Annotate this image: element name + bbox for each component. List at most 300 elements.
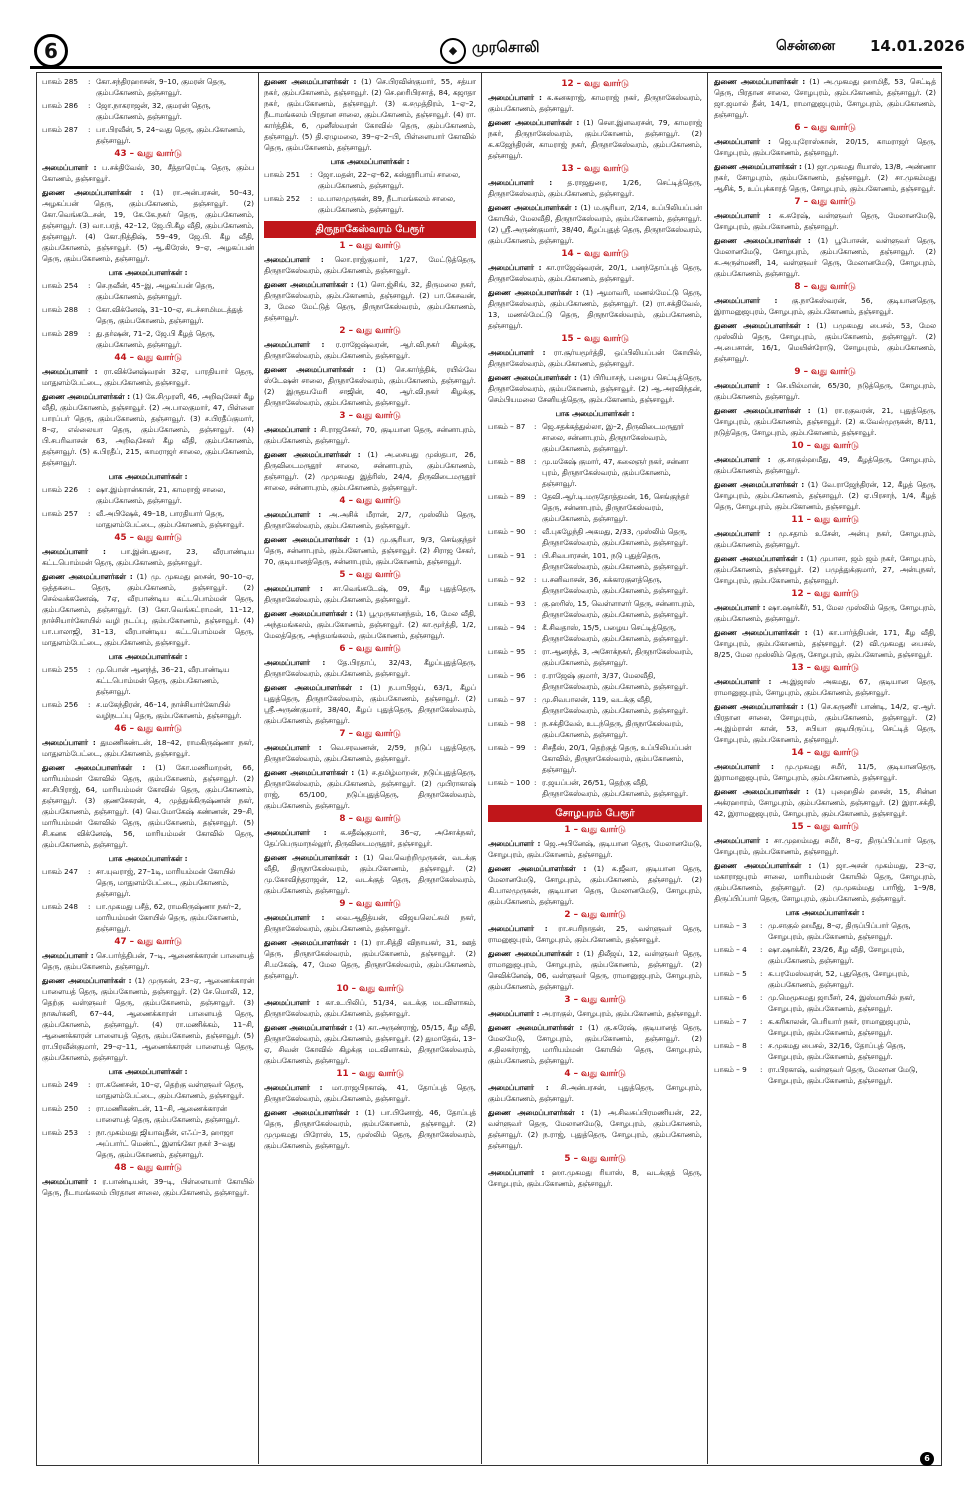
booth-row <box>488 421 702 454</box>
listing-text: அ.ராகுல், சோழபுரம், கும்பகோணம், தஞ்சாவூர். <box>539 1009 702 1018</box>
booth-number: பாகம் 247 <box>42 867 79 876</box>
listing-paragraph <box>488 863 702 907</box>
booth-address: பி.சிவபாரசன், 101, நடு புதுத்தெரு, திருநாகேஸ்வரம், கும்பகோணம், தஞ்சாவூர். <box>542 551 689 571</box>
booth-address: ஜெ.சதக்கத்துல்லா, இ–2, திருவிடைமருதூர் சாலை, சன்னாபுரம், திருநாகேஸ்வரம், கும்பகோணம், தஞ்சாவூர். <box>542 422 684 453</box>
role-label: அமைப்பாளர் : <box>488 178 553 187</box>
ward-heading: 1 – வது வார்டு <box>564 825 626 835</box>
listing-paragraph <box>264 997 476 1019</box>
listing-text: அ.அசிக் மீரான், 2/7, முஸ்லிம் தெரு, திருநாகேஸ்வரம், கும்பகோணம், தஞ்சாவூர். <box>264 510 476 530</box>
booth-address: ர.ராஜேஷ் குமார், 3/37, மேலவீதி, திருநாகேஸ்வரம், கும்பகோணம், தஞ்சாவூர். <box>542 671 689 691</box>
role-label: துணை அமைப்பாளர்கள் : <box>264 365 366 374</box>
booth-number: பாகம் 248 <box>42 902 79 911</box>
listing-paragraph <box>488 1167 702 1189</box>
booth-number: பாகம் – 95 <box>488 647 526 656</box>
role-label: அமைப்பாளர் : <box>488 1009 540 1018</box>
listing-paragraph <box>264 657 476 679</box>
listing-text: (1) திலீஜய், 12, வள்ளுவர் தெரு, ராமானுஜபுரம், சோழபுரம், கும்பகோணம், தஞ்சாவூர். (2) செவிக்னேஷ், 06, வள்ளுவர் தெரு, ராமானுஜபுரம், சோழபுரம், கும்பகோணம், தஞ்சாவூர். <box>488 949 702 991</box>
role-label: துணை அமைப்பாளர்கள் : <box>714 162 802 171</box>
listing-paragraph <box>264 76 476 153</box>
listing-text: (1) செ.கருணீர் பாண்டி, 14/2, ஏ.ஆர். பிரதான சாலை, சோழபுரம், கும்பகோணம், தஞ்சாவூர். (2) அ.இம்ரான் கான், 53, சபியா குடியிருப்பு, செட்டித் தெரு, சோழபுரம், கும்பகோணம், தஞ்சாவூர். <box>714 702 936 744</box>
separator-colon: : <box>88 509 91 518</box>
booth-address: தேவி.ஆர்.டி.மருதோத்தமன், 16, செங்குந்தர் தெரு, சன்னாபுரம், திருநாகேஸ்வரம், கும்பகோணம், தஞ்சாவூர். <box>542 492 690 523</box>
booth-row <box>488 491 702 524</box>
listing-text: கா.உ.பிலிப், 51/34, வடக்கு மடவிளாகம், திருநாகேஸ்வரம், கும்பகோணம், தஞ்சாவூர். <box>264 998 476 1018</box>
ward-heading: 8 – வது வார்டு <box>339 814 401 824</box>
booth-number: பாகம் – 87 <box>488 422 526 431</box>
booth-address: ப.சனிவாசன், 36, கக்காரகுளத்தெரு, திருநாகேஸ்வரம், கும்பகோணம், தஞ்சாவூர். <box>542 575 689 595</box>
role-label: அமைப்பாளர் : <box>264 584 323 593</box>
role-label: துணை அமைப்பாளர்கள் : <box>714 554 804 563</box>
separator-colon: : <box>534 778 537 787</box>
section-subheading: பாக அமைப்பாளர்கள் : <box>555 409 635 418</box>
separator-colon: : <box>534 743 537 752</box>
role-label: அமைப்பாளர் : <box>488 1083 549 1092</box>
booth-number: பாகம் 256 <box>42 700 79 709</box>
separator-colon: : <box>760 921 763 930</box>
ward-heading: 15 – வது வார்டு <box>791 822 859 832</box>
booth-number: பாகம் 226 <box>42 485 79 494</box>
listing-text: ஹா.முகமது ரியாஸ், 8, வடக்குத் தெரு, சோழபுரம், கும்பகோணம், தஞ்சாவூர். <box>488 1168 702 1188</box>
listing-text: கா.ராஜேஷ்வரன், 20/1, பனந்தோப்புத் தெரு, திருநாகேஸ்வரம், கும்பகோணம், தஞ்சாவூர். <box>488 263 702 283</box>
ward-heading: 8 – வது வார்டு <box>794 282 856 292</box>
booth-row <box>714 944 936 966</box>
listing-paragraph <box>264 1107 476 1151</box>
separator-colon: : <box>88 281 91 290</box>
listing-text: க.சதீஷ்குமார், 36–ஏ, அசோக்நகர், தேப்பெருமாநல்லூர், திருவிடைமருதூர், தஞ்சாவூர். <box>264 828 476 848</box>
listing-text: கு.நாகேஸ்வரன், 56, குடியானதெரு, இராமனுஜபுரம், சோழபுரம், கும்பகோணம், தஞ்சாவூர். <box>714 296 936 316</box>
booth-address: க.கரிகாலன், பெரியார் நகர், ராமானுஜபுரம், சோழபுரம், கும்பகோணம், தஞ்சாவூர். <box>768 1017 911 1037</box>
booth-row <box>42 1127 254 1160</box>
listing-paragraph <box>714 136 936 158</box>
role-label: துணை அமைப்பாளர்கள் : <box>264 609 353 618</box>
listing-paragraph <box>488 948 702 992</box>
ward-heading: 14 – வது வார்டு <box>791 748 859 758</box>
listing-text: சா.வெங்கடேஷ், 09, கீழ புதுத்தெரு, திருநாகேஸ்வரம், கும்பகோணம், தஞ்சாவூர். <box>264 584 476 604</box>
listing-paragraph <box>264 583 476 605</box>
ward-heading: 4 – வது வார்டு <box>339 496 401 506</box>
role-label: அமைப்பாளர் : <box>488 839 541 848</box>
booth-number: பாகம் 255 <box>42 665 79 674</box>
booth-row <box>488 777 702 799</box>
role-label: துணை அமைப்பாளர்கள் : <box>264 853 358 862</box>
listing-paragraph <box>714 76 936 120</box>
role-label: அமைப்பாளர் : <box>264 510 322 519</box>
role-label: துணை அமைப்பாளர்கள் : <box>42 188 144 197</box>
listing-paragraph <box>714 479 936 512</box>
listing-text: (1) முபாசா, ஜம் ஜம் நகர், சோழபுரம், கும்பகோணம், தஞ்சாவூர். (2) பமுத்துக்குமார், 27, அன்புநகர், சோழபுரம், கும்பகோணம், தஞ்சாவூர். <box>714 554 936 585</box>
listing-paragraph <box>264 1082 476 1104</box>
listing-text: த.ராஜதுரை, 1/26, செட்டித்தெரு, திருநாகேஸ்வரம், கும்பகோணம், தஞ்சாவூர். <box>488 178 702 198</box>
role-label: துணை அமைப்பாளர்கள் : <box>488 288 579 297</box>
booth-row <box>42 866 254 899</box>
listing-text: (1) ஆமாவரி, மணல்மேட்டு தெரு, திருநாகேஸ்வரம், கும்பகோணம், தஞ்சாவூர். (2) ரா.சக்திவேல், 13, மணல்மேட்டு தெரு, திருநாகேஸ்வரம், கும்பகோணம், தஞ்சாவூர். <box>488 288 702 330</box>
listing-paragraph <box>42 737 254 759</box>
listing-text: (1) செ.கார்த்திக், ரயில்வே ஸ்டேஷன் சாலை, திருநாகேஸ்வரம், கும்பகோணம், தஞ்சாவூர். (2) இருதயமேரி சாஜின், 40, ஆர்.வி.நகர் கிழக்கு, திருநாகேஸ்வரம், கும்பகோணம், தஞ்சாவூர். <box>264 365 476 407</box>
booth-number: பாகம் – 6 <box>714 993 747 1002</box>
listing-text: (1) மு. முகமது ஹசன், 90–10–ஏ, ஒத்தகடை தெரு, கும்பகோணம், தஞ்சாவூர். (2) செல்வக்கணேஷ், 7ஏ, வீரபாண்டிய கட்டபொம்மன் தெரு, கும்பகோணம், தஞ்சாவூர். (3) கோ.வெங்கட்ராமன், 11–12, நாச்சியார்கோயில் வழி நடப்பு, கும்பகோணம், தஞ்சாவூர். (4) பா.பாலாஜி, 31–13, வீரபாண்டிய கட்டபொம்மன் தெரு, மாதுளம்பேட்டை, கும்பகோணம், தஞ்சாவூர். <box>42 572 254 647</box>
listing-paragraph <box>264 937 476 981</box>
role-label: துணை அமைப்பாளர்கள் : <box>264 683 363 692</box>
role-label: அமைப்பாளர் : <box>714 137 771 146</box>
role-label: துணை அமைப்பாளர்கள் : <box>488 949 580 958</box>
booth-number: பாகம் – 99 <box>488 743 526 752</box>
role-label: அமைப்பாளர் : <box>714 603 766 612</box>
column-divider <box>258 72 259 1464</box>
listing-paragraph <box>264 364 476 408</box>
booth-number: பாகம் – 3 <box>714 921 747 930</box>
listing-paragraph <box>264 912 476 934</box>
separator-colon: : <box>760 1065 763 1074</box>
role-label: துணை அமைப்பாளர்கள் : <box>264 1108 359 1117</box>
listing-paragraph <box>488 262 702 284</box>
listing-paragraph <box>264 682 476 726</box>
listing-text: (1) ரா.ரகுவரன், 21, புதுத்தெரு, சோழபுரம், கும்பகோணம், தஞ்சாவூர். (2) க.வேல்முருகன், 8/11, நடுத்தெரு, சோழபுரம், கும்பகோணம், தஞ்சாவூர். <box>714 406 936 437</box>
section-subheading: பாக அமைப்பாளர்கள் : <box>330 157 410 166</box>
role-label: துணை அமைப்பாளர்கள் : <box>488 864 587 873</box>
listing-paragraph <box>42 366 254 388</box>
booth-address: வீ.அபிஷேக், 49–18, பாரதியார் தெரு, மாதுளம்பேட்டை, கும்பகோணம், தஞ்சாவூர். <box>96 509 245 529</box>
ward-heading: 7 – வது வார்டு <box>794 197 856 207</box>
role-label: துணை அமைப்பாளர்கள் : <box>264 77 357 86</box>
role-label: துணை அமைப்பாளர்கள் : <box>488 118 580 127</box>
role-label: துணை அமைப்பாளர்கள் : <box>42 976 132 985</box>
listing-text: துமணிகண்டன், 18–42, ராமகிருஷ்ணா நகர், மாதுளம்பேட்டை, கும்பகோணம், தஞ்சாவூர். <box>42 738 254 758</box>
listing-paragraph <box>714 786 936 819</box>
ward-heading: 9 – வது வார்டு <box>794 367 856 377</box>
booth-number: பாகம் – 96 <box>488 671 526 680</box>
role-label: அமைப்பாளர் : <box>714 211 772 220</box>
listing-text: (1) வே.ராஜேந்திரன், 12, கீழத் தெரு, சோழபுரம், கும்பகோணம், தஞ்சாவூர். (2) ஏ.பிரசாந், 1/4, கீழத் தெரு, சோழபுரம், கும்பகோணம், தஞ்சாவூர். <box>714 480 936 511</box>
role-label: துணை அமைப்பாளர்கள் : <box>714 861 812 870</box>
listing-text: (1) பா.பினோஜ், 46, தோப்புத் தெரு, திருநாகேஸ்வரம், கும்பகோணம், தஞ்சாவூர். (2) முமுகமது பிரோஸ், 15, முஸ்லிம் தெரு, திருநாகேஸ்வரம், கும்பகோணம், தஞ்சாவூர். <box>264 1108 476 1150</box>
listing-paragraph <box>714 454 936 476</box>
separator-colon: : <box>88 1104 91 1113</box>
listing-paragraph <box>264 279 476 323</box>
masthead-logo-icon: ◆ <box>440 38 466 64</box>
listing-paragraph <box>714 295 936 317</box>
listing-text: ஜெ.யுரோஸ்கான், 20/15, காமராஜர் தெரு, சோழபுரம், கும்பகோணம், தஞ்சாவூர். <box>714 137 936 157</box>
role-label: அமைப்பாளர் : <box>714 529 771 538</box>
listing-text: சி.அன்பரசன், புதுத்தெரு, சோழபுரம், கும்பகோணம், தஞ்சாவூர். <box>488 1083 702 1103</box>
listing-paragraph <box>42 950 254 972</box>
booth-row <box>42 280 254 302</box>
booth-row <box>488 456 702 489</box>
listing-paragraph <box>714 235 936 279</box>
role-label: அமைப்பாளர் : <box>264 340 325 349</box>
listing-text: (1) அ.சிவசுப்பிரமணியன், 22, வள்ளுவர் தெரு, மேலானமேடு, சோழபுரம், கும்பகோணம், தஞ்சாவூர். (2) ந.ராஜ், புதுத்தெரு, சோழபுரம், கும்பகோணம், தஞ்சாவூர். <box>488 1108 702 1150</box>
separator-colon: : <box>760 969 763 978</box>
booth-address: கு.ஹரிஸ், 15, வெள்ளாளர் தெரு, சன்னாபுரம், திருநாகேஸ்வரம், கும்பகோணம், தஞ்சாவூர். <box>542 599 695 619</box>
separator-colon: : <box>534 671 537 680</box>
section-subheading: பாக அமைப்பாளர்கள் : <box>108 268 188 277</box>
separator-colon: : <box>760 945 763 954</box>
listing-text: (1) ச.தமிழ்மாறன், நடுப்புதுத்தெரு, திருநாகேஸ்வரம், கும்பகோணம், தஞ்சாவூர். (2) முபிராகாஷ் ராஜ், 65/100, நடுப்புதுத்தெரு, திருநாகேஸ்வரம், கும்பகோணம், தஞ்சாவூர். <box>264 768 476 810</box>
ward-heading: 2 – வது வார்டு <box>339 326 401 336</box>
column-divider <box>707 72 708 1464</box>
booth-row <box>714 1016 936 1038</box>
booth-row <box>42 484 254 506</box>
booth-address: மு.சாகுல் ஹமீது, 8–ஏ, திருப்பிப்பார் தெரு, சோழபுரம், கும்பகோணம், தஞ்சாவூர். <box>768 921 911 941</box>
role-label: துணை அமைப்பாளர்கள் : <box>714 406 811 415</box>
booth-address: வீ.புகழேந்தி அகமது, 2/33, முஸ்லிம் தெரு, திருநாகேஸ்வரம், கும்பகோணம், தஞ்சாவூர். <box>542 527 689 547</box>
ward-heading: 15 – வது வார்டு <box>561 334 629 344</box>
booth-number: பாகம் 287 <box>42 125 79 134</box>
ward-heading: 14 – வது வார்டு <box>561 249 629 259</box>
booth-number: பாகம் 257 <box>42 509 79 518</box>
role-label: துணை அமைப்பாளர்கள் : <box>264 938 357 947</box>
listing-text: (1) மு.சூரியா, 9/3, செங்குந்தர் தெரு, சன்னாபுரம், கும்பகோணம், தஞ்சாவூர். (2) சிராஜ சேகர், 70, குடியானத்தெரு, சன்னாபுரம், கும்பகோணம், தஞ்சாவூர். <box>264 535 476 566</box>
booth-number: பாகம் 252 <box>264 194 301 203</box>
role-label: அமைப்பாளர் : <box>264 998 320 1007</box>
listing-paragraph <box>714 528 936 550</box>
listing-text: மா.ராஜபிரகாஷ், 41, தோப்புத் தெரு, திருநாகேஸ்வரம், கும்பகோணம், தஞ்சாவூர். <box>264 1083 476 1103</box>
listing-paragraph <box>264 827 476 849</box>
listing-paragraph <box>264 608 476 641</box>
booth-address: ரா.மணிகண்டன், 11–சி, ஆணைக்காரன் பாளையத் தெரு, கும்பகோணம், தஞ்சாவூர். <box>96 1104 240 1124</box>
role-label: துணை அமைப்பாளர்கள் : <box>488 1108 585 1117</box>
booth-row <box>488 718 702 740</box>
ward-heading: 3 – வது வார்டு <box>564 995 626 1005</box>
role-label: அமைப்பாளர் : <box>264 1083 323 1092</box>
page-header <box>30 28 965 69</box>
section-subheading: பாக அமைப்பாளர்கள் : <box>108 652 188 661</box>
listing-paragraph <box>42 162 254 184</box>
ward-heading: 44 – வது வார்டு <box>114 353 182 363</box>
listing-text: மு.முகமது சமீர், 11/5, குடியானதெரு, இராமானுஜபுரம், சோழபுரம், கும்பகோணம், தஞ்சாவூர். <box>714 762 936 782</box>
separator-colon: : <box>88 125 91 134</box>
ward-heading: 7 – வது வார்டு <box>339 729 401 739</box>
edition-city: சென்னை <box>776 38 836 54</box>
role-label: அமைப்பாளர் : <box>264 828 327 837</box>
booth-number: பாகம் 251 <box>264 170 301 179</box>
role-label: துணை அமைப்பாளர்கள் : <box>264 768 355 777</box>
role-label: அமைப்பாளர் : <box>714 836 769 845</box>
booth-address: பா.முகமது பசீத், 62, ராமகிருஷ்ணா நகர்–2, மாரியம்மன் கோயில் தெரு, கும்பகோணம், தஞ்சாவூர். <box>96 902 242 933</box>
ward-heading: 10 – வது வார்டு <box>336 984 404 994</box>
booth-address: ம.பாலமுருகன், 89, நீடாமங்கலம் சாலை, கும்பகோணம், தஞ்சாவூர். <box>318 194 456 214</box>
separator-colon: : <box>534 647 537 656</box>
booth-row <box>42 76 254 98</box>
role-label: அமைப்பாளர் : <box>488 263 542 272</box>
booth-row <box>714 968 936 990</box>
town-banner: திருநாகேஸ்வரம் பேரூர் <box>264 221 476 238</box>
role-label: அமைப்பாளர் : <box>488 1168 545 1177</box>
role-label: அமைப்பாளர் : <box>42 367 98 376</box>
listing-text: கு.சாகுல்ஹமீது, 49, கீழத்தெரு, சோழபுரம், கும்பகோணம், தஞ்சாவூர். <box>714 455 936 475</box>
ward-heading: 11 – வது வார்டு <box>791 515 859 525</box>
listing-text: (1) கா.அருண்ராஜ், 05/15, கீழ வீதி, திருநாகேஸ்வரம், கும்பகோணம், தஞ்சாவூர். (2) துமாதேவ், 13–ஏ, சிவன் கோவில் கிழக்கு மடவிளாகம், திருநாகேஸ்வரம், கும்பகோணம், தஞ்சாவூர். <box>264 1023 476 1065</box>
listing-paragraph <box>714 676 936 698</box>
role-label: துணை அமைப்பாளர்கள் : <box>488 203 578 212</box>
listing-paragraph <box>42 975 254 1063</box>
role-label: அமைப்பாளர் : <box>264 425 317 434</box>
listing-paragraph <box>264 1022 476 1066</box>
booth-number: பாகம் – 88 <box>488 457 526 466</box>
booth-row <box>488 526 702 548</box>
listing-text: ரா.விக்னேஷ்வரன் 32ஏ, பாரதியார் தெரு, மாதுளம்பேட்டை, கும்பகோணம், தஞ்சாவூர். <box>42 367 254 387</box>
listing-paragraph <box>488 117 702 161</box>
listing-paragraph <box>488 287 702 331</box>
role-label: துணை அமைப்பாளர்கள் : <box>488 1023 583 1032</box>
newspaper-name: முரசொலி <box>472 38 540 56</box>
separator-colon: : <box>88 902 91 911</box>
separator-colon: : <box>760 1017 763 1026</box>
listing-text: (1) பமுகமது பைசல், 53, மேல முஸ்லிம் தெரு, சோழபுரம், கும்பகோணம், தஞ்சாவூர். (2) அ.பைசான், 16/1, மெயின்ரோடு, சோழபுரம், கும்பகோணம், தஞ்சாவூர். <box>714 321 936 363</box>
booth-address: ஷா.இம்ரான்கான், 21, காமராஜ் சாலை, கும்பகோணம், தஞ்சாவூர். <box>96 485 226 505</box>
ward-heading: 6 – வது வார்டு <box>339 644 401 654</box>
booth-number: பாகம் – 100 <box>488 778 530 787</box>
booth-row <box>42 664 254 697</box>
footer-page-number: 6 <box>920 1452 934 1466</box>
listing-paragraph <box>714 860 936 904</box>
booth-row <box>714 920 936 942</box>
listing-paragraph <box>264 424 476 446</box>
separator-colon: : <box>534 695 537 704</box>
booth-number: பாகம் – 98 <box>488 719 526 728</box>
booth-address: சிசதீஸ், 20/1, தெற்குத் தெரு, உப்பிலியப்பன் கோவில், திருநாகேஸ்வரம், கும்பகோணம், தஞ்சாவூர். <box>542 743 692 774</box>
listing-text: (1) பிரியாசந், பழைய செட்டித்தெரு, திருநாகேஸ்வரம், கும்பகோணம், தஞ்சாவூர். (2) ஆ.அரவிந்தன், செம்பியமலை சேனியத்தெரு, கும்பகோணம், தஞ்சாவூர். <box>488 373 702 404</box>
role-label: அமைப்பாளர் : <box>488 93 542 102</box>
role-label: அமைப்பாளர் : <box>42 163 97 172</box>
separator-colon: : <box>534 599 537 608</box>
booth-address: ரா.பிரகாஷ், வள்ளுவர் தெரு, மேலான மேடு, சோழபுரம், கும்பகோணம், தஞ்சாவூர். <box>768 1065 918 1085</box>
listing-paragraph <box>714 761 936 783</box>
listing-paragraph <box>42 391 254 468</box>
listing-text: (1) முருகன், 23–ஏ, ஆணைக்காரன் பாளையத் தெரு, கும்பகோணம், தஞ்சாவூர். (2) சே.மொலி, 12, தெற்கு வள்ளுவர் தெரு, கும்பகோணம், தஞ்சாவூர். (3) நாகூர்கனி, 67–44, ஆணைக்காரன் பாளையத் தெரு, கும்பகோணம், தஞ்சாவூர். (4) ரா.மணிக்கம், 11–சி, ஆணைக்காரன் பாளையத் தெரு, கும்பகோணம், தஞ்சாவூர். (5) ரா.பிரவீன்குமார், 29–ஏ–11, ஆணைக்காரன் பாளையத் தெரு, கும்பகோணம், தஞ்சாவூர். <box>42 976 254 1062</box>
listing-text: (1) செள.இளவரசன், 79, காமராஜ் நகர், திருநாகேஸ்வரம், கும்பகோணம், தஞ்சாவூர். (2) க.கஜேந்திரன், காமராஜ் நகர், திருநாகேஸ்வரம், கும்பகோணம், தஞ்சாவூர். <box>488 118 702 160</box>
ward-heading: 1 – வது வார்டு <box>339 241 401 251</box>
listing-text: (1) க.ஜீவா, குடியான தெரு, மேலானமேடு, சோழபுரம், கும்பகோணம், தஞ்சாவூர். (2) கி.பாலமுருகன், குடியான தெரு, மேலானமேடு, சோழபுரம், கும்பகோணம், தஞ்சாவூர். <box>488 864 702 906</box>
booth-address: ச.முகமது பைசல், 32/16, தோப்புத் தெரு, சோழபுரம், கும்பகோணம், தஞ்சாவூர். <box>768 1041 906 1061</box>
listing-text: (1) சொ.ஜ்சிங், 32, திருமலை நகர், திருநாகேஸ்வரம், கும்பகோணம், தஞ்சாவூர். (2) பா.கேசவன், 3, மேல மேட்டுத் தெரு, திருநாகேஸ்வரம், கும்பகோணம், தஞ்சாவூர். <box>264 280 476 322</box>
role-label: அமைப்பாளர் : <box>42 738 96 747</box>
booth-address: நா.முகம்மது ஜியாவுதீன், எஃப்–3, ஹாஜா அப்பார்ட் மெண்ட், இளங்கோ நகர் 3–வது தெரு, கும்பகோணம், தஞ்சாவூர். <box>96 1128 236 1159</box>
booth-row <box>264 193 476 215</box>
booth-number: பாகம் – 93 <box>488 599 526 608</box>
role-label: அமைப்பாளர் : <box>42 547 106 556</box>
listing-text: (1) அ.சையது முஸ்தபா, 26, திருவிடைமருதூர் சாலை, சன்னாபுரம், கும்பகோணம், தஞ்சாவூர். (2) முமுகமது இத்ரிஸ், 24/4, திருவிடைமருதூர் சாலை, சன்னாபுரம், கும்பகோணம், தஞ்சாவூர். <box>264 450 476 492</box>
role-label: துணை அமைப்பாளர்கள் : <box>488 373 577 382</box>
listing-text: ர.ராஜேஷ்வரன், ஆர்.வி.நகர் கிழக்கு, திருநாகேஸ்வரம், கும்பகோணம், தஞ்சாவூர். <box>264 340 476 360</box>
booth-address: ஜோ.நாகராஜன், 32, குமரன் தெரு, கும்பகோணம், தஞ்சாவூர். <box>96 101 211 121</box>
listing-text: (1) செ.பிரவின்குமார், 55, சத்யா நகர், கும்பகோணம், தஞ்சாவூர். (2) செ.ஹரிபிரசாத், 84, கஜாதா நகர், கும்பகோணம், தஞ்சாவூர். (3) க.சமுத்திரம், 1–ஏ–2, நீடாமங்கலம் பிரதான சாலை, கும்பகோணம், தஞ்சாவூர். (4) ரா. கார்த்திக், 6, முனீஸ்வரன் கோவில் தெரு, கும்பகோணம், தஞ்சாவூர். (5) தி.ஏழுமலை, 39–ஏ–2–பி, பிள்ளையார் கோவில் தெரு, கும்பகோணம், தஞ்சாவூர். <box>264 77 476 152</box>
listing-paragraph <box>714 602 936 624</box>
listing-text: (1) ஜா.முகமது ரியாஸ், 13/8, அண்ணா நகர், சோழபுரம், கும்பகோணம், தஞ்சாவூர். (2) சா.முகம்மது ஆசிக், 5, உப்புக்காரத் தெரு, சோழபுரம், கும்பகோணம், தஞ்சாவூர். <box>714 162 936 193</box>
page-number-badge: 6 <box>34 34 68 68</box>
ward-heading: 12 – வது வார்டு <box>561 79 629 89</box>
booth-number: பாகம் – 5 <box>714 969 747 978</box>
listing-text: செ.பார்த்திபன், 7–டி, ஆணைக்காரன் பாளையத் தெரு, கும்பகோணம், தஞ்சாவூர். <box>42 951 254 971</box>
role-label: துணை அமைப்பாளர்கள் : <box>714 787 809 796</box>
role-label: துணை அமைப்பாளர்கள் : <box>714 321 810 330</box>
listing-text: (1) ம.சூரியா, 2/14, உப்பிலியப்பன் கோயில், மேலவீதி, திருநாகேஸ்வரம், கும்பகோணம், தஞ்சாவூர். (2) ஸ்ரீ.அருண்குமார், 38/40, கீழப்புதுத் தெரு, திருநாகேஸ்வரம், கும்பகோணம், தஞ்சாவூர். <box>488 203 702 245</box>
listing-text: (1) அ.முகமது ஹாமிதீ, 53, செட்டித் தெரு, பிரதான சாலை, சோழபுரம், கும்பகோணம், தஞ்சாவூர். (2) ஜா.ஜமால் தீன், 14/1, ராமானுஜபுரம், சோழபுரம், கும்பகோணம், தஞ்சாவூர். <box>714 77 936 119</box>
booth-number: பாகம் 249 <box>42 1080 79 1089</box>
listing-paragraph <box>488 1107 702 1151</box>
ward-heading: 5 – வது வார்டு <box>339 570 401 580</box>
listing-paragraph <box>264 254 476 276</box>
booth-number: பாகம் 289 <box>42 329 79 338</box>
booth-number: பாகம் – 90 <box>488 527 526 536</box>
booth-address: மு.பொன் ஆனந்த், 36–21, வீரபாண்டிய கட்டபொம்மன் தெரு, கும்பகோணம், தஞ்சாவூர். <box>96 665 230 696</box>
role-label: துணை அமைப்பாளர்கள் : <box>264 280 354 289</box>
listing-paragraph <box>264 339 476 361</box>
role-label: அமைப்பாளர் : <box>264 255 324 264</box>
role-label: துணை அமைப்பாளர்கள் : <box>714 702 804 711</box>
separator-colon: : <box>534 623 537 632</box>
listing-paragraph <box>488 1008 702 1019</box>
role-label: அமைப்பாளர் : <box>264 658 326 667</box>
separator-colon: : <box>88 665 91 674</box>
booth-row <box>488 742 702 775</box>
listing-paragraph <box>264 449 476 493</box>
listing-text: மு.சதாம் உசேன், அன்பு நகர், சோழபுரம், கும்பகோணம், தஞ்சாவூர். <box>714 529 936 549</box>
town-banner: சோழபுரம் பேரூர் <box>488 805 702 822</box>
ward-heading: 3 – வது வார்டு <box>339 411 401 421</box>
listing-paragraph <box>42 546 254 568</box>
listing-text: (1) பூமுருகானந்தம், 16, மேல வீதி, அந்தமங்கலம், கும்பகோணம், தஞ்சாவூர். (2) கா.மூர்த்தி, 1/2, மேலத்தெரு, அந்தமங்கலம், கும்பகோணம், தஞ்சாவூர். <box>264 609 476 640</box>
separator-colon: : <box>310 194 313 203</box>
listing-text: அ.இஜாஸ் அகமது, 67, குடியான தெரு, ராமானுஜபுரம், சோழபுரம், கும்பகோணம், தஞ்சாவூர். <box>714 677 936 697</box>
listing-text: (1) ஜா.அசன் முகம்மது, 23–ஏ, மகாராஜபுரம் சாலை, மாரியம்மன் கோயில் தெரு, சோழபுரம், கும்பகோணம், தஞ்சாவூர். (2) மு.முகம்மது பாரிஜ், 1–9/8, திருப்பிப்பார் தெரு, சோழபுரம், கும்பகோணம், தஞ்சாவூர். <box>714 861 936 903</box>
separator-colon: : <box>88 1128 91 1137</box>
listing-text: (1) வெ.வெற்றிமுருகன், வடக்கு வீதி, திருநாகேஸ்வரம், கும்பகோணம், தஞ்சாவூர். (2) மு.கோவிந்தராஜன், 12, வடக்குத் தெரு, திருநாகேஸ்வரம், கும்பகோணம், தஞ்சாவூர். <box>264 853 476 895</box>
separator-colon: : <box>760 993 763 1002</box>
listing-paragraph <box>488 1022 702 1066</box>
booth-address: ரா.கணேசன், 10–ஏ, தெற்கு வள்ளுவர் தெரு, மாதுளம்பேட்டை, கும்பகோணம், தஞ்சாவூர். <box>96 1080 245 1100</box>
booth-address: ச.மகேந்திரன், 46–14, நாச்சியார்கோயில் வழிநடப்பு தெரு, கும்பகோணம், தஞ்சாவூர். <box>96 700 242 720</box>
booth-row <box>488 550 702 572</box>
ward-heading: 13 – வது வார்டு <box>561 164 629 174</box>
role-label: துணை அமைப்பாளர்கள் : <box>714 236 811 245</box>
ward-heading: 10 – வது வார்டு <box>791 441 859 451</box>
ward-heading: 48 – வது வார்டு <box>114 1163 182 1173</box>
separator-colon: : <box>534 719 537 728</box>
booth-row <box>488 670 702 692</box>
separator-colon: : <box>88 1080 91 1089</box>
booth-number: பாகம் – 94 <box>488 623 526 632</box>
booth-number: பாகம் 254 <box>42 281 79 290</box>
section-subheading: பாக அமைப்பாளர்கள் : <box>108 472 188 481</box>
listing-text: (1) பூபோசன், வள்ளுவர் தெரு, மேலானமேடு, சோழபுரம், கும்பகோணம், தஞ்சாவூர். (2) சு.அருள்மணி, 14, வள்ளுவர் தெரு, மேலானமேடு, சோழபுரம், கும்பகோணம், தஞ்சாவூர். <box>714 236 936 278</box>
listing-paragraph <box>714 835 936 857</box>
listing-text: (1) ந.பாபிஜய், 63/1, கீழப் புதுத்தெரு, திருநாகேஸ்வரம், கும்பகோணம், தஞ்சாவூர். (2) ஸ்ரீ.அருண்குமார், 38/40, கீழப் புதுத்தெரு, திருநாகேஸ்வரம், கும்பகோணம், தஞ்சாவூர். <box>264 683 476 725</box>
role-label: துணை அமைப்பாளர்கள் : <box>714 628 808 637</box>
listing-text: (1) கோ.மணிமாறன், 66, மாரியம்மன் கோவில் தெரு, கும்பகோணம், தஞ்சாவூர். (2) சா.சிபிராஜ், 64, மாரியம்மன் கோவில் தெரு, கும்பகோணம், தஞ்சாவூர். (3) குணசேகரன், 4, முத்துக்கிருஷ்ணன் நகர், கும்பகோணம், தஞ்சாவூர். (4) வெ.மோகேஷ் கண்ணன், 29–சி, மாரியம்மன் கோவில் தெரு, கும்பகோணம், தஞ்சாவூர். (5) சி.கனக விக்னேஷ், 56, மாரியம்மன் கோவில் தெரு, கும்பகோணம், தஞ்சாவூர். <box>42 763 254 849</box>
role-label: அமைப்பாளர் : <box>488 348 546 357</box>
ward-heading: 2 – வது வார்டு <box>564 910 626 920</box>
role-label: துணை அமைப்பாளர்கள் : <box>264 450 361 459</box>
ward-heading: 46 – வது வார்டு <box>114 724 182 734</box>
role-label: துணை அமைப்பாளர்கள் : <box>714 77 806 86</box>
separator-colon: : <box>534 527 537 536</box>
separator-colon: : <box>310 170 313 179</box>
role-label: அமைப்பாளர் : <box>714 455 771 464</box>
ward-heading: 43 – வது வார்டு <box>114 149 182 159</box>
booth-address: ர.ஜயப்பன், 26/51, தெற்கு வீதி, திருநாகேஸ்வரம், கும்பகோணம், தஞ்சாவூர். <box>542 778 689 798</box>
separator-colon: : <box>534 575 537 584</box>
listing-paragraph <box>42 571 254 648</box>
booth-row <box>714 1064 936 1086</box>
ward-heading: 9 – வது வார்டு <box>339 899 401 909</box>
booth-address: து.தர்ஷன், 71–2, ஜே.பி கீழத் தெரு, கும்பகோணம், தஞ்சாவூர். <box>96 329 215 349</box>
separator-colon: : <box>88 101 91 110</box>
listing-paragraph <box>264 509 476 531</box>
listing-text: ரா.சபரிநாதன், 25, வள்ளுவர் தெரு, ராமனுஜபுரம், சோழபுரம், கும்பகோணம், தஞ்சாவூர். <box>488 924 702 944</box>
listing-paragraph <box>714 380 936 402</box>
listing-paragraph <box>714 320 936 364</box>
role-label: அமைப்பாளர் : <box>42 1177 97 1186</box>
